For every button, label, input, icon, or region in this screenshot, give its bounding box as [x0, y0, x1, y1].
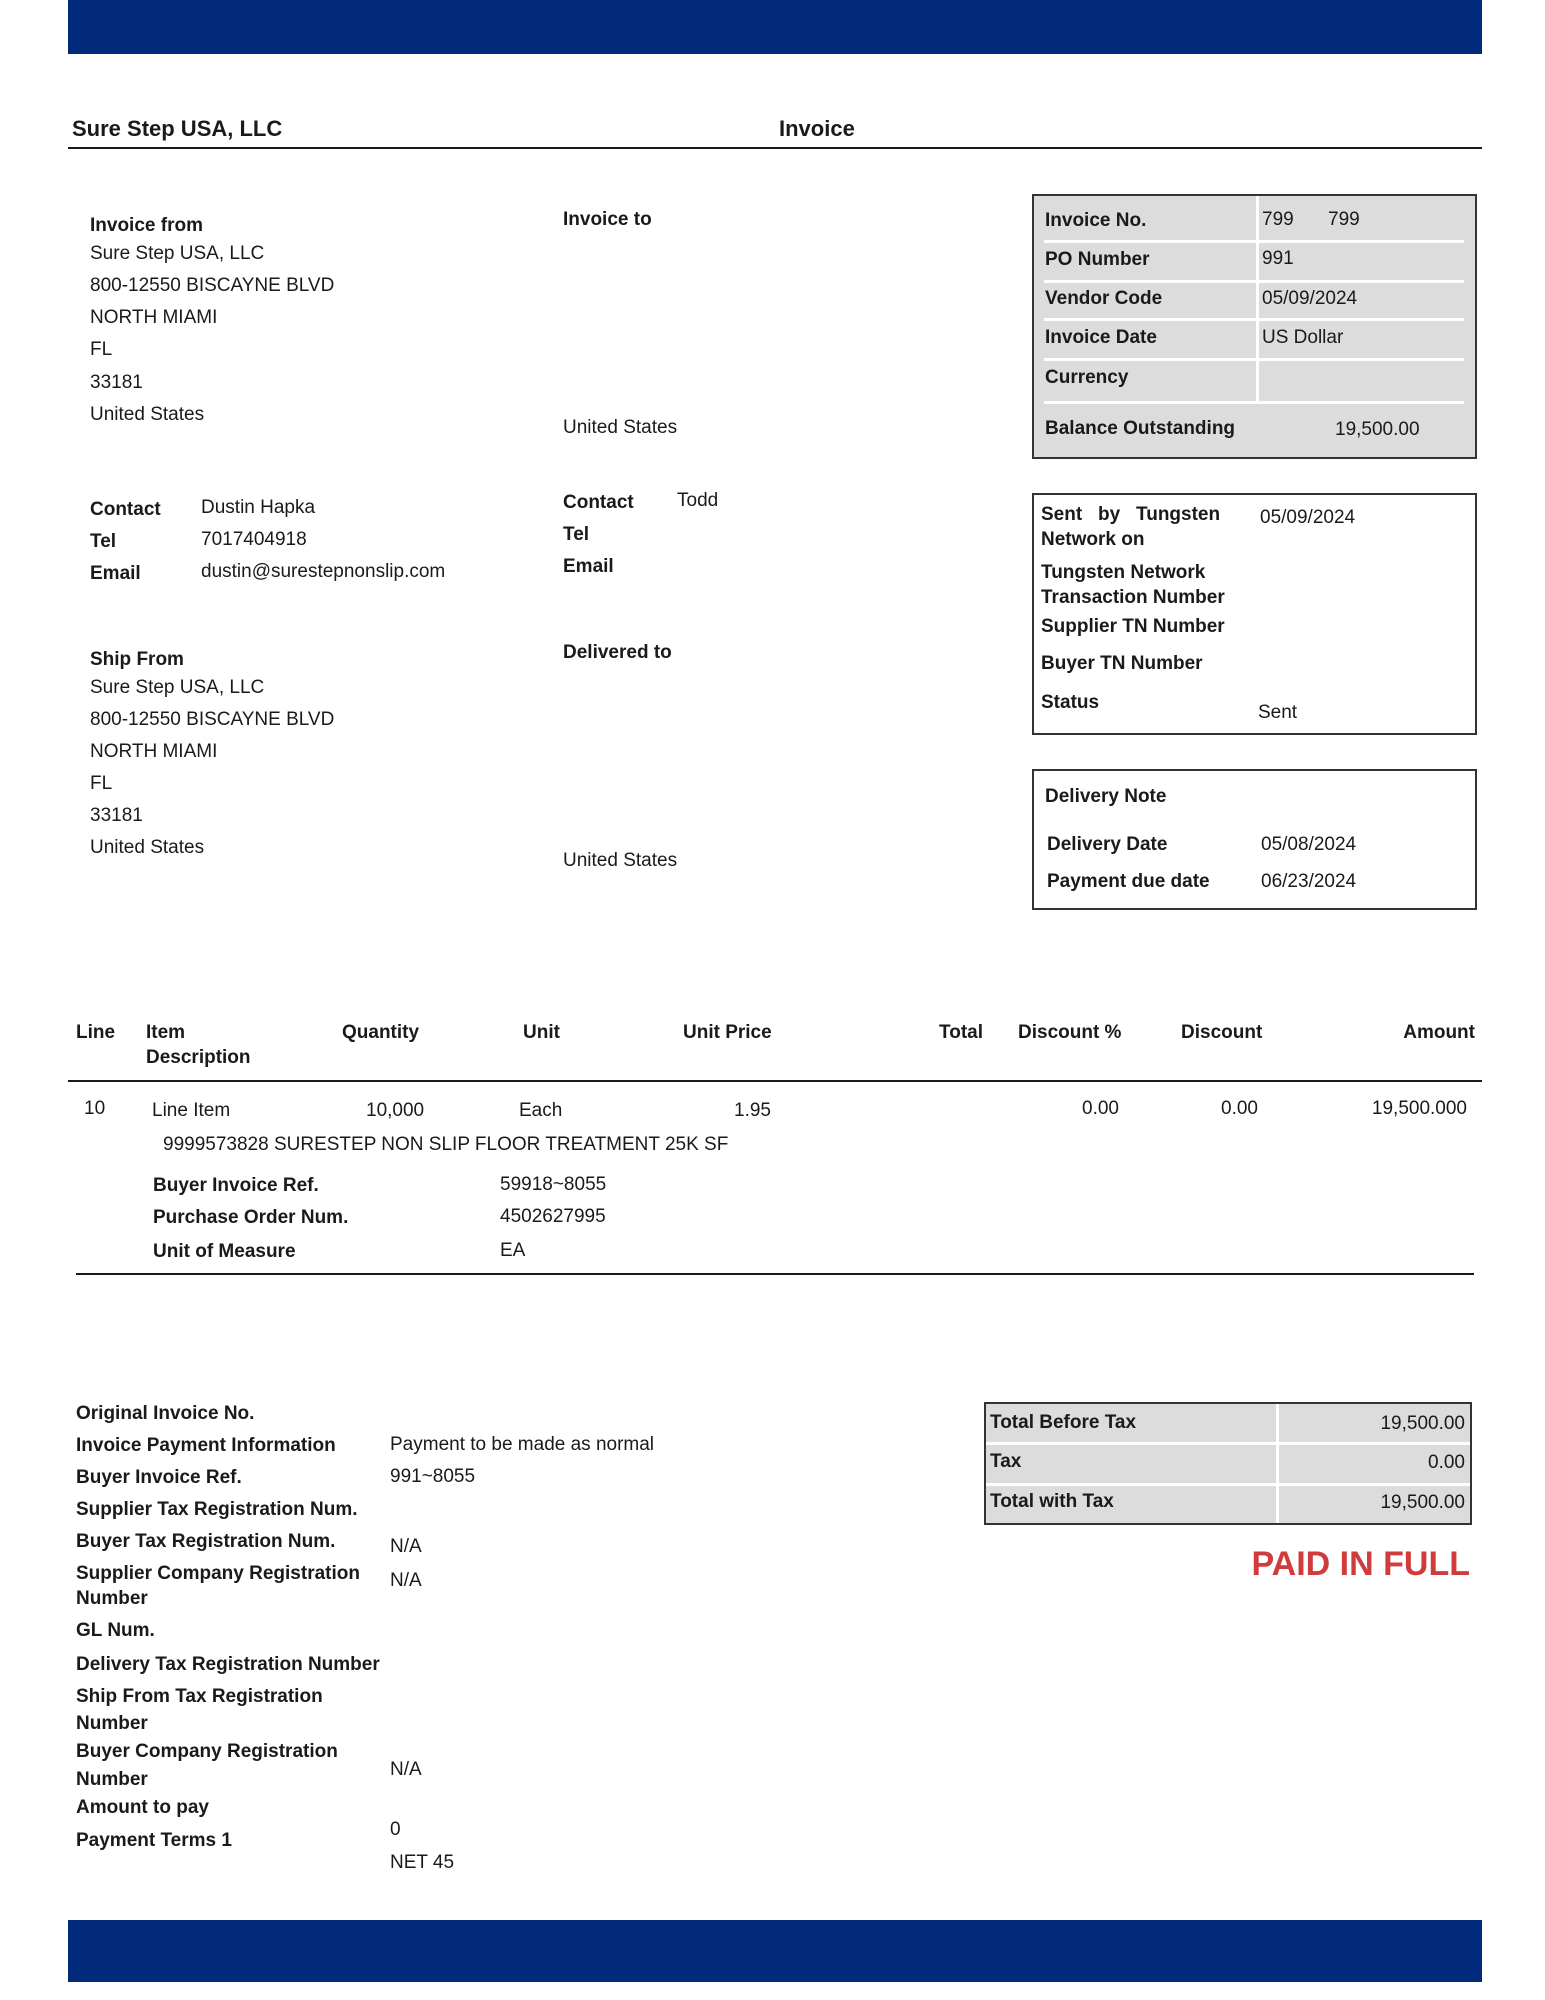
- payment-due-value: 06/23/2024: [1261, 871, 1357, 892]
- invoice-to-country: United States: [563, 417, 678, 438]
- contact-to-name: Todd: [677, 490, 719, 511]
- delivery-tax-label: Delivery Tax Registration Number: [76, 1654, 380, 1675]
- address-line: 33181: [90, 372, 143, 393]
- sent-by-value: 05/09/2024: [1260, 507, 1356, 528]
- tn-txn-label: Tungsten Network: [1041, 562, 1206, 583]
- address-line: 33181: [90, 805, 143, 826]
- address-line: Sure Step USA, LLC: [90, 243, 265, 264]
- supplier-company-value: N/A: [390, 1570, 422, 1591]
- cell-discount: 0.00: [1221, 1098, 1258, 1119]
- cell-unit: Each: [519, 1100, 563, 1121]
- address-line: NORTH MIAMI: [90, 307, 218, 328]
- page-title: Invoice: [779, 116, 855, 141]
- cell-description: 9999573828 SURESTEP NON SLIP FLOOR TREATMENT 25K SF: [163, 1134, 729, 1155]
- total-before-tax-label: Total Before Tax: [990, 1412, 1137, 1433]
- invoice-from-label: Invoice from: [90, 215, 203, 236]
- summary-value: 799: [1262, 209, 1294, 230]
- email-to-label: Email: [563, 556, 614, 577]
- supplier-tn-label: Supplier TN Number: [1041, 616, 1225, 637]
- total-before-tax-value: 19,500.00: [1380, 1413, 1465, 1434]
- amount-to-pay-label: Amount to pay: [76, 1797, 209, 1818]
- col-header-discount: Discount: [1181, 1022, 1263, 1043]
- bottom-band: [68, 1920, 1482, 1982]
- contact-name: Dustin Hapka: [201, 497, 316, 518]
- address-line: FL: [90, 339, 113, 360]
- summary-label: Invoice No.: [1045, 210, 1147, 231]
- address-line: Sure Step USA, LLC: [90, 677, 265, 698]
- tel-to-label: Tel: [563, 524, 590, 545]
- summary-value: 991: [1262, 248, 1294, 269]
- supplier-tax-label: Supplier Tax Registration Num.: [76, 1499, 358, 1520]
- ship-from-label: Ship From: [90, 649, 184, 670]
- status-label: Status: [1041, 692, 1100, 713]
- title-divider: [68, 147, 1482, 149]
- balance-value: 19,500.00: [1335, 419, 1420, 440]
- delivery-date-label: Delivery Date: [1047, 834, 1168, 855]
- payment-terms-label: Payment Terms 1: [76, 1830, 232, 1851]
- ship-from-tax-label: Ship From Tax Registration: [76, 1686, 323, 1707]
- top-band: [68, 0, 1482, 54]
- email-value: dustin@surestepnonslip.com: [201, 561, 446, 582]
- total-with-tax-value: 19,500.00: [1380, 1492, 1465, 1513]
- supplier-company-label-2: Number: [76, 1588, 148, 1609]
- address-line: United States: [90, 837, 205, 858]
- buyer-tn-label: Buyer TN Number: [1041, 653, 1203, 674]
- balance-label: Balance Outstanding: [1045, 418, 1236, 439]
- address-line: 800-12550 BISCAYNE BLVD: [90, 709, 335, 730]
- delivery-note-title: Delivery Note: [1045, 786, 1167, 807]
- sent-by-label: Sent by Tungsten: [1041, 504, 1221, 525]
- payment-info-value: Payment to be made as normal: [390, 1434, 655, 1455]
- address-line: FL: [90, 773, 113, 794]
- address-line: United States: [90, 404, 205, 425]
- status-value: Sent: [1258, 702, 1298, 723]
- supplier-company-label: Supplier Company Registration: [76, 1563, 360, 1584]
- col-header-discount-pct: Discount %: [1018, 1022, 1122, 1043]
- table-header-divider: [68, 1080, 1482, 1082]
- detail-label: Unit of Measure: [153, 1241, 296, 1262]
- detail-value: 59918~8055: [500, 1174, 607, 1195]
- tel-value: 7017404918: [201, 529, 307, 550]
- contact-label: Contact: [90, 499, 161, 520]
- address-line: NORTH MIAMI: [90, 741, 218, 762]
- buyer-ref-label: Buyer Invoice Ref.: [76, 1467, 242, 1488]
- summary-label: PO Number: [1045, 249, 1150, 270]
- col-header-line: Line: [76, 1022, 116, 1043]
- summary-value: 799: [1328, 209, 1360, 230]
- cell-item: Line Item: [152, 1100, 231, 1121]
- tel-label: Tel: [90, 531, 117, 552]
- ship-from-tax-label-2: Number: [76, 1713, 148, 1734]
- delivered-to-label: Delivered to: [563, 642, 672, 663]
- invoice-to-label: Invoice to: [563, 209, 652, 230]
- payment-terms-value: NET 45: [390, 1852, 455, 1873]
- amount-to-pay-value: 0: [390, 1819, 401, 1840]
- cell-discount-pct: 0.00: [1082, 1098, 1119, 1119]
- buyer-tax-label: Buyer Tax Registration Num.: [76, 1531, 336, 1552]
- detail-value: 4502627995: [500, 1206, 606, 1227]
- tax-value: 0.00: [1428, 1452, 1465, 1473]
- detail-label: Purchase Order Num.: [153, 1207, 349, 1228]
- col-header-amount: Amount: [1403, 1022, 1475, 1043]
- buyer-company-value: N/A: [390, 1759, 422, 1780]
- cell-line: 10: [84, 1098, 106, 1119]
- delivered-to-country: United States: [563, 850, 678, 871]
- tax-label: Tax: [990, 1451, 1022, 1472]
- detail-label: Buyer Invoice Ref.: [153, 1175, 319, 1196]
- address-line: 800-12550 BISCAYNE BLVD: [90, 275, 335, 296]
- summary-label: Currency: [1045, 367, 1129, 388]
- tn-txn-label-2: Transaction Number: [1041, 587, 1225, 608]
- cell-amount: 19,500.000: [1371, 1098, 1467, 1119]
- col-header-quantity: Quantity: [342, 1022, 420, 1043]
- buyer-ref-value: 991~8055: [390, 1466, 476, 1487]
- company-name: Sure Step USA, LLC: [72, 116, 283, 141]
- summary-label: Vendor Code: [1045, 288, 1163, 309]
- delivery-date-value: 05/08/2024: [1261, 834, 1357, 855]
- paid-stamp: PAID IN FULL: [1251, 1545, 1470, 1583]
- gl-label: GL Num.: [76, 1620, 155, 1641]
- email-label: Email: [90, 563, 141, 584]
- buyer-tax-value: N/A: [390, 1536, 422, 1557]
- detail-value: EA: [500, 1240, 526, 1261]
- col-header-total: Total: [939, 1022, 983, 1043]
- summary-value: US Dollar: [1262, 327, 1344, 348]
- col-header-description: Description: [146, 1047, 251, 1068]
- payment-due-label: Payment due date: [1047, 871, 1210, 892]
- cell-quantity: 10,000: [366, 1100, 425, 1121]
- sent-by-label-2: Network on: [1041, 529, 1145, 550]
- buyer-company-label-2: Number: [76, 1769, 148, 1790]
- col-header-unit: Unit: [523, 1022, 560, 1043]
- payment-info-label: Invoice Payment Information: [76, 1435, 336, 1456]
- summary-value: 05/09/2024: [1262, 288, 1358, 309]
- total-with-tax-label: Total with Tax: [990, 1491, 1114, 1512]
- original-invoice-label: Original Invoice No.: [76, 1403, 255, 1424]
- table-bottom-divider: [76, 1273, 1474, 1275]
- contact-to-label: Contact: [563, 492, 634, 513]
- col-header-unit-price: Unit Price: [683, 1022, 772, 1043]
- summary-label: Invoice Date: [1045, 327, 1157, 348]
- buyer-company-label: Buyer Company Registration: [76, 1741, 338, 1762]
- cell-unit-price: 1.95: [734, 1100, 771, 1121]
- col-header-item: Item: [146, 1022, 186, 1043]
